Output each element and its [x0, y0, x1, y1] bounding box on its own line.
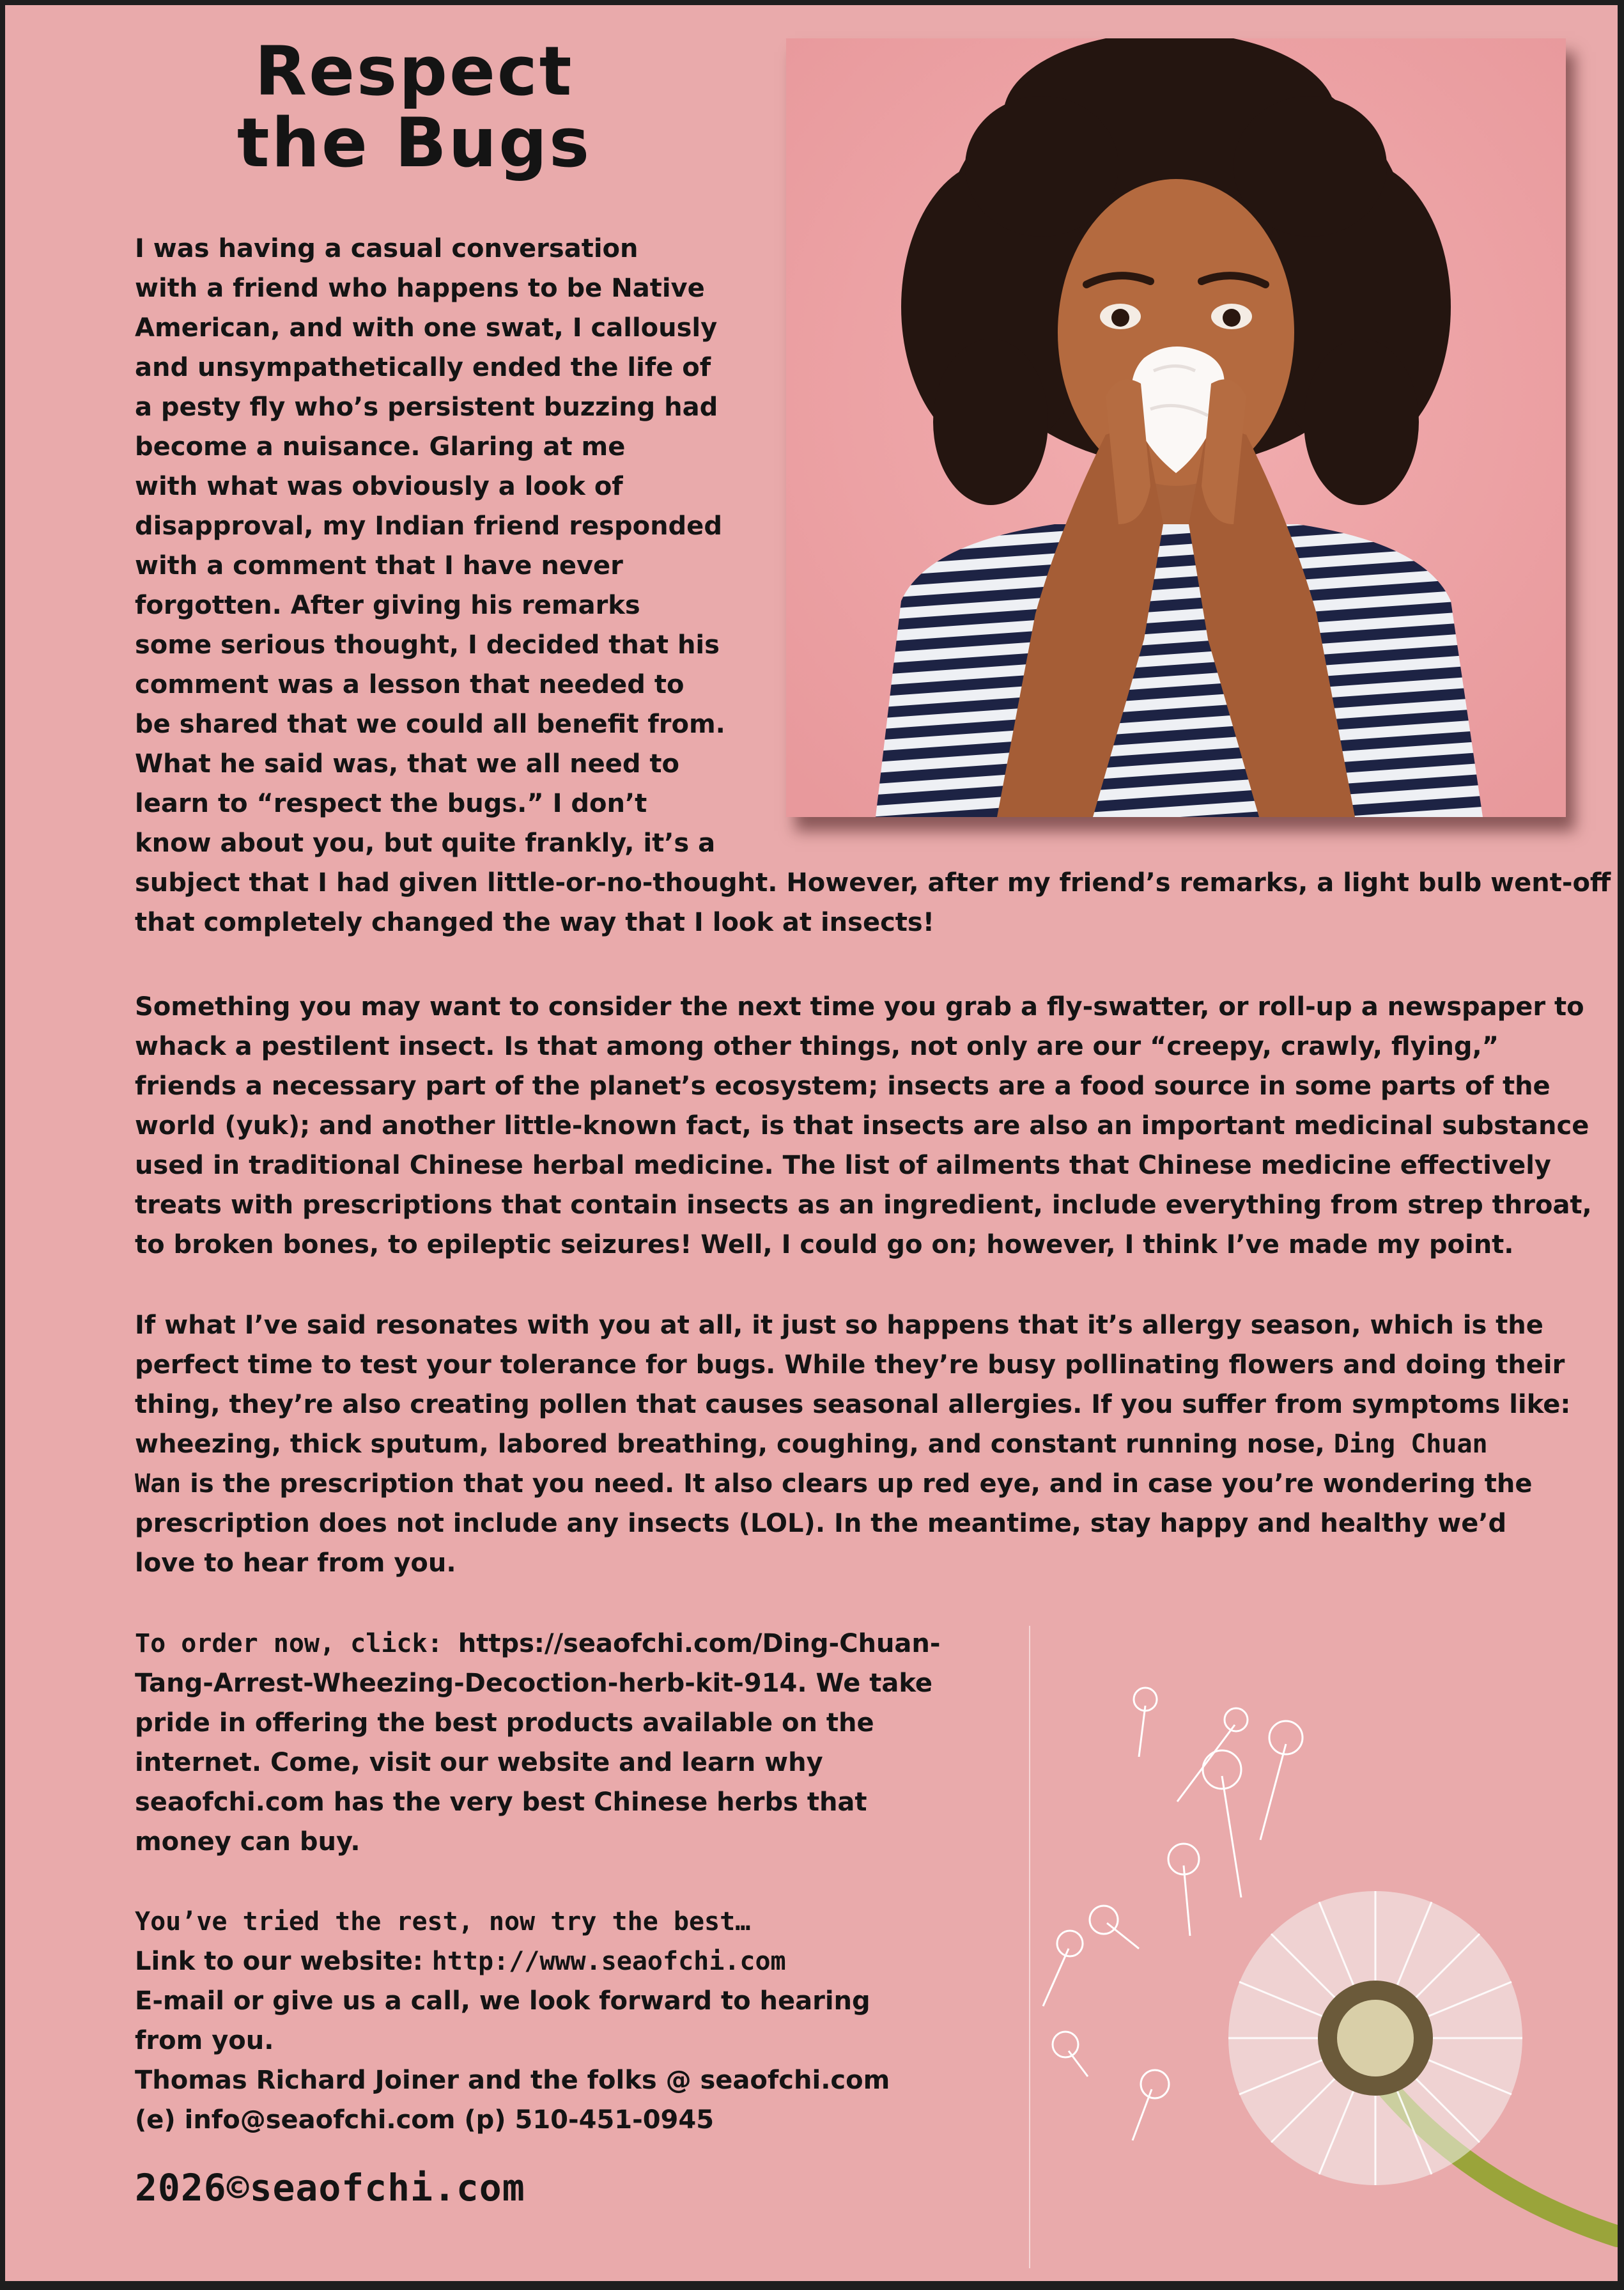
paragraph-line: a pesty fly who’s persistent buzzing had [135, 393, 718, 422]
contact-section [135, 1902, 890, 2140]
paragraph-line: forgotten. After giving his remarks [135, 591, 640, 620]
paragraph-line: treats with prescriptions that contain insects as an ingredient, include everything from strep throat, [135, 1190, 1592, 1220]
paragraph-line [135, 1624, 941, 1663]
title-line-1: Respect [254, 32, 574, 111]
paragraph-line: love to hear from you. [135, 1548, 456, 1578]
paragraph-allergy [135, 1305, 1570, 1583]
paragraph-line: E-mail or give us a call, we look forward to hearing [135, 1986, 870, 2016]
paragraph-line: from you. [135, 2026, 274, 2055]
paragraph-line: money can buy. [135, 1827, 360, 1857]
paragraph-line: What he said was, that we all need to [135, 749, 679, 779]
order-link[interactable]: https://seaofchi.com/Ding-Chuan- [458, 1629, 941, 1658]
website-link[interactable]: http://www.seaofchi.com [431, 1947, 786, 1976]
paragraph-line: that completely changed the way that I look at insects! [135, 908, 934, 937]
page-title [197, 32, 631, 182]
tagline: You’ve tried the rest, now try the best… [135, 1907, 751, 1936]
order-lead: To order now, click: [135, 1629, 458, 1658]
paragraph-line: know about you, but quite frankly, it’s a [135, 829, 716, 858]
paragraph-line: I was having a casual conversation [135, 234, 638, 263]
order-link-continued[interactable]: Tang-Arrest-Wheezing-Decoction-herb-kit-914. We take [135, 1669, 933, 1698]
website-line [135, 1942, 890, 1981]
title-line-2: the Bugs [236, 104, 592, 182]
paragraph-line: to broken bones, to epileptic seizures! Well, I could go on; however, I think I’ve made my point. [135, 1230, 1514, 1259]
paragraph-line: and unsympathetically ended the life of [135, 353, 711, 382]
paragraph-line: prescription does not include any insects (LOL). In the meantime, stay happy and healthy we’d [135, 1509, 1507, 1538]
paragraph-intro [135, 229, 1611, 942]
product-name-part1: Ding Chuan [1333, 1429, 1488, 1459]
paragraph-line: disapproval, my Indian friend responded [135, 511, 722, 541]
paragraph-line: whack a pestilent insect. Is that among other things, not only are our “creepy, crawly, flying,” [135, 1032, 1499, 1061]
paragraph-insects [135, 987, 1592, 1265]
paragraph-line: used in traditional Chinese herbal medicine. The list of ailments that Chinese medicine effectively [135, 1151, 1551, 1180]
copyright: 2026©seaofchi.com [135, 2166, 525, 2209]
paragraph-line: with what was obviously a look of [135, 472, 623, 501]
paragraph-line: pride in offering the best products available on the [135, 1708, 874, 1738]
paragraph-line [135, 1464, 1570, 1504]
paragraph-text: is the prescription that you need. It also clears up red eye, and in case you’re wondering the [181, 1469, 1533, 1499]
paragraph-line: world (yuk); and another little-known fact, is that insects are also an important medicinal substance [135, 1111, 1589, 1141]
paragraph-line: seaofchi.com has the very best Chinese herbs that [135, 1788, 867, 1817]
paragraph-line: subject that I had given little-or-no-thought. However, after my friend’s remarks, a light bulb went-off [135, 868, 1611, 898]
paragraph-line: be shared that we could all benefit from. [135, 710, 725, 739]
paragraph-line: with a comment that I have never [135, 551, 623, 580]
order-section [135, 1624, 941, 1862]
paragraph-line: comment was a lesson that needed to [135, 670, 684, 699]
website-label: Link to our website: [135, 1947, 432, 1976]
contact-info-line: (e) info@seaofchi.com (p) 510-451-0945 [135, 2105, 715, 2135]
paragraph-text: wheezing, thick sputum, labored breathing, coughing, and constant running nose, [135, 1429, 1334, 1459]
paragraph-line: American, and with one swat, I callously [135, 313, 718, 343]
paragraph-line: with a friend who happens to be Native [135, 274, 705, 303]
signature-line: Thomas Richard Joiner and the folks @ seaofchi.com [135, 2066, 890, 2095]
product-name-part2: Wan [135, 1469, 182, 1499]
paragraph-line: some serious thought, I decided that his [135, 630, 720, 660]
paragraph-line: Something you may want to consider the next time you grab a fly-swatter, or roll-up a newspaper to [135, 992, 1584, 1022]
paragraph-line: perfect time to test your tolerance for bugs. While they’re busy pollinating flowers and doing their [135, 1350, 1565, 1380]
paragraph-line: internet. Come, visit our website and learn why [135, 1748, 823, 1777]
paragraph-line: thing, they’re also creating pollen that causes seasonal allergies. If you suffer from symptoms like: [135, 1390, 1571, 1419]
paragraph-line: become a nuisance. Glaring at me [135, 432, 626, 462]
paragraph-line: If what I’ve said resonates with you at all, it just so happens that it’s allergy season, which is the [135, 1311, 1543, 1340]
flyer-page [5, 5, 1618, 2281]
paragraph-line: friends a necessary part of the planet’s ecosystem; insects are a food source in some parts of the [135, 1071, 1551, 1101]
paragraph-line: learn to “respect the bugs.” I don’t [135, 789, 647, 818]
dandelion-illustration [1030, 1629, 1618, 2268]
paragraph-line [135, 1424, 1570, 1464]
